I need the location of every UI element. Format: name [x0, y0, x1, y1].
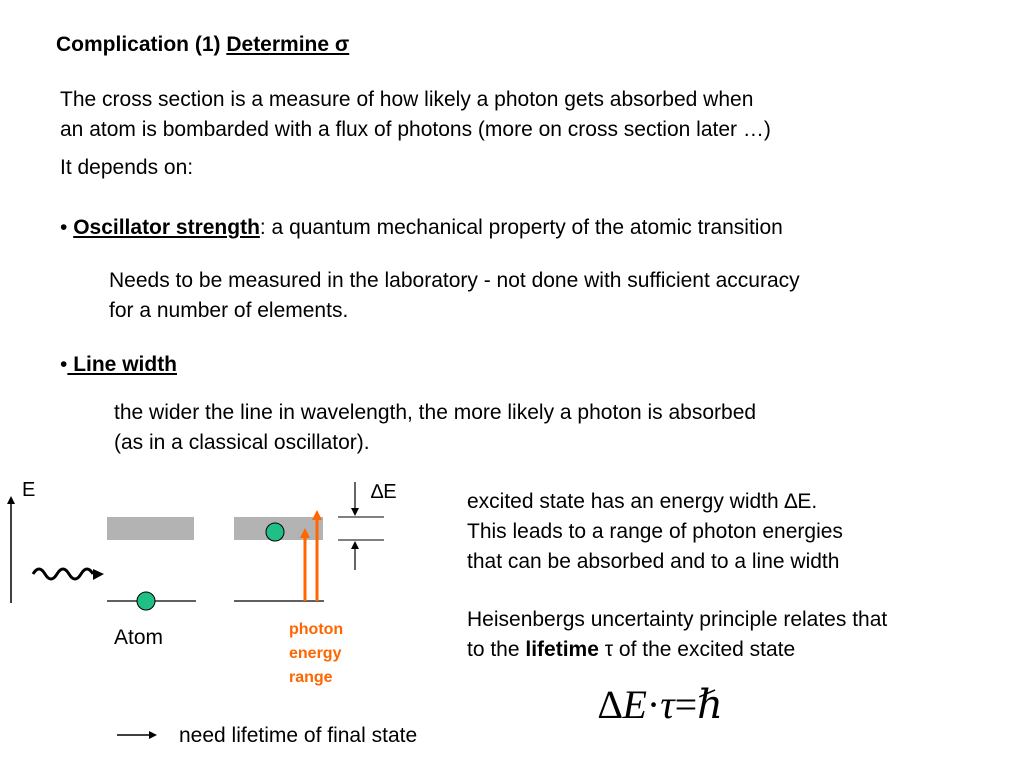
photon-label-line-2: energy [289, 645, 342, 662]
explanation-line-3: that can be absorbed and to a line width [467, 550, 840, 573]
formula-e: E [622, 682, 647, 727]
energy-width-explanation [467, 487, 843, 577]
intro-line-2: an atom is bombarded with a flux of photons (more on cross section later …) [60, 118, 771, 141]
intro-depends: It depends on: [60, 156, 194, 179]
incoming-photon-arrowhead [93, 569, 104, 580]
heisenberg-suffix: τ of the excited state [598, 638, 796, 661]
heisenberg-line-1: Heisenbergs uncertainty principle relates that [467, 608, 888, 631]
line-width-note-line-2: (as in a classical oscillator). [114, 431, 370, 454]
uncertainty-formula [598, 681, 723, 728]
title-highlight: Determine σ [226, 33, 350, 56]
intro-line-1: The cross section is a measure of how likely a photon gets absorbed when [60, 88, 754, 111]
formula-delta: ∆ [598, 682, 623, 727]
photon-label-line-1: photon [289, 621, 344, 638]
formula-dot: · [646, 682, 661, 727]
explanation-line-1: excited state has an energy width ∆E. [467, 490, 818, 513]
oscillator-strength-desc: : a quantum mechanical property of the atomic transition [259, 216, 783, 239]
lifetime-term: lifetime [525, 638, 599, 661]
title-prefix: Complication (1) [56, 33, 227, 56]
electron-excited [266, 523, 284, 541]
line-width-note-line-1: the wider the line in wavelength, the more likely a photon is absorbed [114, 401, 757, 424]
photon-label-line-3: range [289, 669, 333, 686]
formula-tau: τ [660, 682, 675, 727]
formula-equals: = [674, 682, 698, 727]
energy-axis-label: E [22, 479, 36, 501]
incoming-photon-wave [33, 569, 93, 579]
bullet-marker: • [60, 216, 74, 239]
oscillator-strength-term: Oscillator strength [73, 216, 260, 239]
heisenberg-line-2 [467, 635, 887, 665]
atom-label: Atom [114, 626, 164, 649]
excited-level-band-atom [107, 517, 194, 540]
oscillator-note-line-1: Needs to be measured in the laboratory - not done with sufficient accuracy [109, 269, 800, 292]
formula-hbar: ℏ [697, 682, 723, 727]
line-width-term: Line width [67, 353, 178, 376]
heisenberg-explanation [467, 605, 887, 665]
heisenberg-prefix: to the [467, 638, 526, 661]
electron-ground [137, 592, 155, 610]
oscillator-note-line-2: for a number of elements. [109, 299, 349, 322]
bullet-marker: • [60, 353, 68, 376]
footer-note: need lifetime of final state [179, 724, 418, 747]
delta-e-label: ∆E [371, 481, 397, 503]
photon-energy-range-label [289, 618, 343, 690]
explanation-line-2: This leads to a range of photon energies [467, 520, 843, 543]
